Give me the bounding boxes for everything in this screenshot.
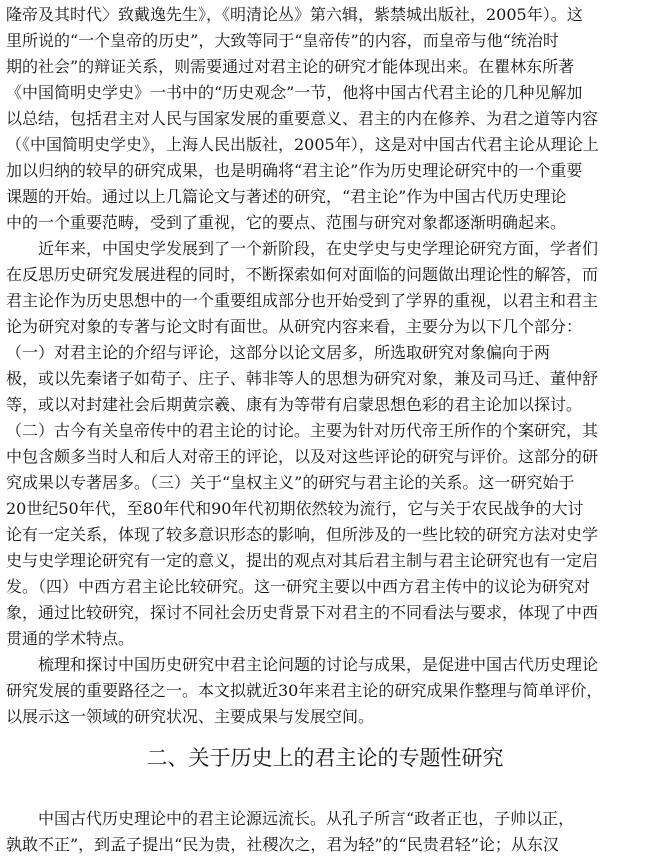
text-line: 等，或以对封建社会后期黄宗羲、康有为等带有启蒙思想色彩的君主论加以探讨。	[6, 395, 583, 414]
text-line: 20世纪50年代，至80年代和90年代初期依然较为流行，它与关于农民战争的大讨	[6, 499, 584, 518]
text-line: （二）古今有关皇帝传中的君主论的讨论。主要为针对历代帝王所作的个案研究，其	[6, 421, 599, 440]
text-line: 隆帝及其时代〉致戴逸先生》，《明清论丛》第六辑，紫禁城出版社，2005年）。这	[6, 5, 583, 24]
text-line: 贯通的学术特点。	[6, 629, 135, 648]
text-line: 孰敢不正”，到孟子提出“民为贵，社稷次之，君为轻”的“民贵君轻”论；从东汉	[6, 835, 559, 854]
text-line: （《中国简明史学史》，上海人民出版社，2005年），这是对中国古代君主论从理论上	[6, 135, 599, 154]
section-heading: 二、关于历史上的君主论的专题性研究	[146, 746, 504, 770]
text-line: 课题的开始。通过以上几篇论文与著述的研究，“君主论”作为中国古代历史理论	[6, 187, 567, 206]
text-line: 中国古代历史理论中的君主论源远流长。从孔子所言“政者正也，子帅以正，	[38, 809, 575, 828]
text-line: 研究发展的重要路径之一。本文拟就近30年来君主论的研究成果作整理与简单评价，	[6, 681, 603, 700]
text-line: 君主论作为历史思想中的一个重要组成部分也开始受到了学界的重视，以君主和君主	[6, 291, 599, 310]
text-line: 中的一个重要范畴，受到了重视，它的要点、范围与研究对象都逐渐明确起来。	[6, 213, 567, 232]
text-line: 在反思历史研究发展进程的同时，不断探索如何对面临的问题做出理论性的解答，而	[6, 265, 599, 284]
text-line: （一）对君主论的介绍与评论，这部分以论文居多，所选取研究对象偏向于两	[6, 343, 551, 362]
text-line: 以总结，包括君主对人民与国家发展的重要意义、君主的内在修养、为君之道等内容	[6, 109, 599, 128]
text-line: 发。（四）中西方君主论比较研究。这一研究主要以中西方君主传中的议论为研究对	[6, 577, 591, 596]
text-line: 近年来，中国史学发展到了一个新阶段，在史学史与史学理论研究方面，学者们	[38, 239, 599, 258]
text-line: 以展示这一领域的研究状况、主要成果与发展空间。	[6, 707, 375, 726]
text-line: 象，通过比较研究，探讨不同社会历史背景下对君主的不同看法与要求，体现了中西	[6, 603, 599, 622]
text-line: 极，或以先秦诸子如荀子、庄子、韩非等人的思想为研究对象，兼及司马迁、董仲舒	[6, 369, 599, 388]
text-line: 中包含颇多当时人和后人对帝王的评论，以及对这些评论的研究与评价。这部分的研	[6, 447, 599, 466]
text-line: 梳理和探讨中国历史研究中君主论问题的讨论与成果，是促进中国古代历史理论	[38, 655, 599, 674]
text-line: 论有一定关系，体现了较多意识形态的影响，但所涉及的一些比较的研究方法对史学	[6, 525, 599, 544]
text-line: 史与史学理论研究有一定的意义，提出的观点对其后君主制与君主论研究也有一定启	[6, 551, 599, 570]
text-line: 论为研究对象的专著与论文时有面世。从研究内容来看，主要分为以下几个部分：	[6, 317, 583, 336]
text-line: 里所说的“一个皇帝的历史”，大致等同于“皇帝传”的内容，而皇帝与他“统治时	[6, 31, 559, 50]
text-line: 究成果以专著居多。（三）关于“皇权主义”的研究与君主论的关系。这一研究始于	[6, 473, 575, 492]
text-line: 期的社会”的辩证关系，则需要通过对君主论的研究才能体现出来。在瞿林东所著	[6, 57, 575, 76]
text-line: 加以归纳的较早的研究成果，也是明确将“君主论”作为历史理论研究中的一个重要	[6, 161, 583, 180]
text-line: 《中国简明史学史》一书中的“历史观念”一节，他将中国古代君主论的几种见解加	[6, 83, 583, 102]
